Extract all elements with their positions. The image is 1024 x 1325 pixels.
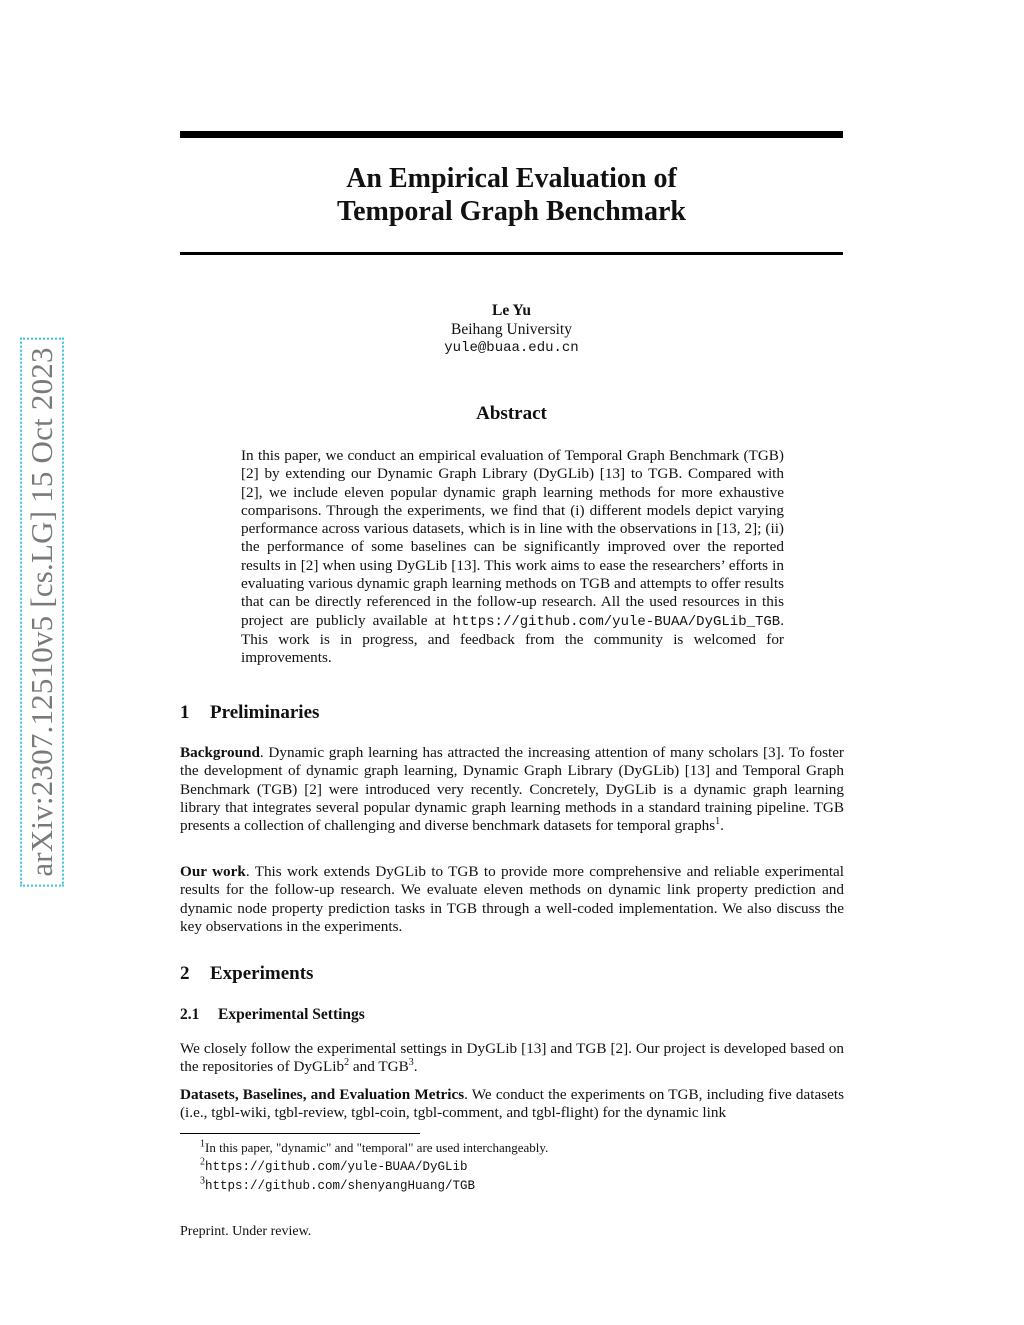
background-paragraph bbox=[180, 744, 844, 835]
footnote-link[interactable]: https://github.com/yule-BUAA/DyGLib bbox=[205, 1159, 468, 1174]
background-label: Background bbox=[180, 744, 260, 761]
title-top-rule bbox=[180, 131, 843, 138]
section-number: 2 bbox=[180, 963, 190, 984]
arxiv-identifier-stamp: arXiv:2307.12510v5 [cs.LG] 15 Oct 2023 bbox=[20, 337, 64, 886]
footnotes bbox=[200, 1139, 840, 1196]
author-email[interactable]: yule@buaa.edu.cn bbox=[444, 340, 579, 356]
footnote-1 bbox=[200, 1139, 840, 1157]
section-1-heading bbox=[180, 702, 319, 724]
paper-title-line-1: An Empirical Evaluation of bbox=[346, 163, 677, 194]
author-name: Le Yu bbox=[492, 302, 531, 319]
footnote-mark: 1 bbox=[200, 1138, 205, 1150]
datasets-text: . We conduct the experiments on TGB, including five datasets (i.e., tgbl-wiki, tgbl-review, tgbl-coin, tgbl-comment, and tgbl-flight) for the dynamic link bbox=[180, 1086, 844, 1122]
footnote-link[interactable]: https://github.com/shenyangHuang/TGB bbox=[205, 1179, 476, 1193]
punctuation: . bbox=[720, 817, 724, 835]
settings-text: We closely follow the experimental settings in DyGLib [13] and TGB [2]. Our project is developed based on the repositories of DyGLib bbox=[180, 1040, 844, 1076]
section-number: 1 bbox=[180, 702, 190, 723]
section-title: Experiments bbox=[210, 963, 314, 984]
footnote-rule bbox=[180, 1133, 420, 1134]
abstract-heading: Abstract bbox=[476, 403, 547, 424]
paper-title bbox=[180, 162, 843, 228]
datasets-paragraph bbox=[180, 1086, 844, 1123]
our-work-paragraph bbox=[180, 863, 844, 936]
abstract-body bbox=[241, 447, 784, 668]
footnote-mark: 2 bbox=[200, 1156, 205, 1168]
abstract-text-end: . This work is in progress, and feedback from the community is welcomed for improvements. bbox=[241, 611, 784, 667]
subsection-title: Experimental Settings bbox=[218, 1006, 365, 1023]
section-title: Preliminaries bbox=[210, 702, 320, 723]
paper-title-line-2: Temporal Graph Benchmark bbox=[337, 196, 686, 227]
abstract-text: In this paper, we conduct an empirical evaluation of Temporal Graph Benchmark (TGB) [2] by extending our Dynamic Graph Library (DyGLib) [13] to TGB. Compared with [2], we include eleven popular dynamic graph learning methods for more exhaustive comparisons. Through the experiments, we find that (i) different models depict varying performance across various datasets, which is in line with the observations in [13, 2]; (ii) the performance of some baselines can be significantly improved over the reported results in [2] when using DyGLib [13]. This work aims to ease the researchers’ efforts in evaluating various dynamic graph learning methods on TGB and attempts to offer results that can be directly referenced in the follow-up research. All the used resources in this project are publicly available at bbox=[241, 447, 784, 629]
settings-paragraph bbox=[180, 1040, 844, 1077]
background-text: . Dynamic graph learning has attracted the increasing attention of many scholars [3]. To foster the development of dynamic graph learning, Dynamic Graph Library (DyGLib) [13] and Temporal Graph Benchmark (TGB) [2] were introduced very recently. Concretely, DyGLib is a dynamic graph learning library that integrates several popular dynamic graph learning methods in a standard training pipeline. TGB presents a collection of challenging and diverse benchmark datasets for temporal graphs bbox=[180, 744, 844, 835]
author-affiliation: Beihang University bbox=[451, 321, 572, 338]
abstract-repo-link[interactable]: https://github.com/yule-BUAA/DyGLib_TGB bbox=[452, 613, 781, 630]
footnote-3 bbox=[200, 1176, 840, 1196]
our-work-label: Our work bbox=[180, 863, 246, 880]
page-footer: Preprint. Under review. bbox=[180, 1224, 312, 1239]
footnote-2 bbox=[200, 1157, 840, 1177]
punctuation: . bbox=[413, 1058, 418, 1076]
our-work-text: . This work extends DyGLib to TGB to provide more comprehensive and reliable experimental results for the follow-up research. We evaluate eleven methods on dynamic link property prediction and dynamic node property prediction tasks in TGB through a well-coded implementation. We also discuss the key observations in the experiments. bbox=[180, 863, 844, 935]
datasets-label: Datasets, Baselines, and Evaluation Metrics bbox=[180, 1086, 465, 1103]
settings-text: and TGB bbox=[349, 1058, 409, 1076]
subsection-2-1-heading bbox=[180, 1006, 365, 1024]
subsection-number: 2.1 bbox=[180, 1006, 200, 1023]
section-2-heading bbox=[180, 963, 313, 985]
title-bottom-rule bbox=[180, 252, 843, 255]
footnote-ref[interactable]: 2 bbox=[344, 1057, 350, 1069]
footnote-mark: 3 bbox=[200, 1175, 205, 1187]
footnote-text: In this paper, "dynamic" and "temporal" are used interchangeably. bbox=[205, 1140, 549, 1155]
footnote-ref[interactable]: 1 bbox=[715, 816, 721, 828]
footnote-ref[interactable]: 3 bbox=[408, 1057, 414, 1069]
author-block bbox=[180, 301, 843, 358]
